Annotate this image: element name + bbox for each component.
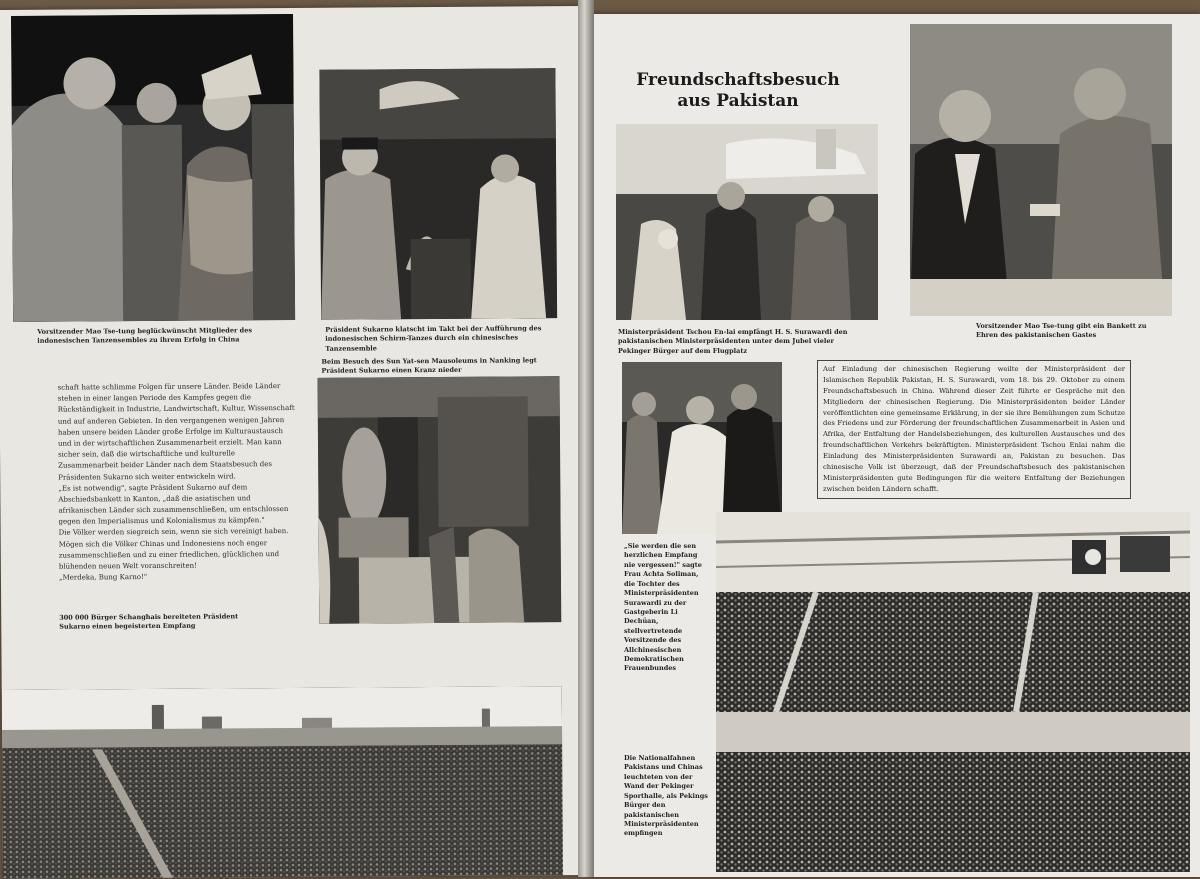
caption-sukarno-dance: Präsident Sukarno klatscht im Takt bei der Aufführung des indonesischen Schirm-Tanzes durch ein chinesisches Tanzensemble [325, 324, 542, 353]
caption-crowd: 300 000 Bürger Schanghais bereiteten Präsident Sukarno einen begeisterten Empfang [59, 612, 239, 632]
caption-mausoleum: Beim Besuch des Sun Yat-sen Mausoleums in Nanking legt Präsident Sukarno einen Kranz nieder [321, 356, 537, 376]
info-box: Auf Einladung der chinesischen Regierung weilte der Ministerpräsident der Islamischen Republik Pakistan, H. S. Surawardi, vom 18. bis 29. Oktober zu einem Freundschaftsbesuch in China. Während dieser Zeit führte er Gespräche mit den Mitgliedern der chinesischen Regierung. Die Ministerpräsidenten beider Länder veröffentlichten eine gemeinsame Erklärung, in der sie ihre Bemühungen zum Schutze des Friedens und zur Förderung der freundschaftlichen Zusammenarbeit in Asien und Afrika, der Entfaltung der Handelsbeziehungen, des kulturellen Austausches und des freundschaftlichen Verkehrs bekräftigten. Ministerpräsident Tschou Enlai nahm die Einladung des Ministerpräsidenten Surawardi an, Pakistan zu besuchen. Das chinesische Volk ist überzeugt, daß der Freundschaftsbesuch des pakistanischen Ministerpräsidenten gute Bedingungen für die weitere Entfaltung der Beziehungen zwischen beiden Ländern schafft. [817, 360, 1131, 499]
paragraph: Die Völker werden siegreich sein, wenn sie sich vereinigt haben. Mögen sich die Völker Chinas und Indonesiens noch enger zusammenschließen und zu einer friedlichen, glücklichen und blühenden neuen Welt voranschreiten! [58, 527, 289, 571]
left-magazine-page [0, 6, 587, 879]
paragraph: „Merdeka, Bung Karno!" [58, 573, 148, 582]
headline-line-2: aus Pakistan [677, 91, 799, 112]
photo-peking-sports-hall [716, 512, 1190, 872]
caption-mao-dancers: Vorsitzender Mao Tse-tung beglückwünscht Mitglieder des indonesischen Tanzensembles zu ihrem Erfolg in China [37, 326, 253, 346]
caption-stadium: Die Nationalfahnen Pakistans und Chinas leuchteten von der Wand der Pekinger Sporthalle, als Pekings Bürger den pakistanischen Ministerpräsidenten empfingen [624, 754, 708, 838]
headline [628, 70, 848, 113]
paragraph: schaft hatte schlimme Folgen für unsere Länder. Beide Länder stehen in einer langen Periode des Kampfes gegen die Rückständigkeit in Industrie, Landwirtschaft, Kultur, Wissenschaft und auf anderen Gebieten. In den vergangenen wenigen Jahren haben unsere beiden Länder große Erfolge im Kulturaustausch und in der wirtschaftlichen Zusammenarbeit erzielt. Man kann sicher sein, daß die wirtschaftliche und kulturelle Zusammenarbeit beider Länder nach dem Staatsbesuch des Präsidenten Sukarno sich weiter entwickeln wird. [57, 382, 295, 482]
article-body-left [58, 381, 297, 584]
photo-airport-welcome [616, 124, 878, 320]
photo-women-embrace [622, 362, 782, 534]
paragraph: „Es ist notwendig", sagte Präsident Sukarno auf dem Abschiedsbankett in Kanton, „daß die asiatischen und afrikanischen Länder sich zusammenschließen, um entschlossen gegen den Imperialismus und Kolonialismus zu kämpfen." [58, 483, 289, 526]
headline-line-1: Freundschaftsbesuch [636, 70, 840, 90]
right-magazine-page [588, 14, 1200, 877]
caption-airport: Ministerpräsident Tschou En-lai empfängt H. S. Surawardi den pakistanischen Ministerpräsidenten unter dem Jubel vieler Pekinger Bürger auf dem Flugplatz [618, 328, 848, 355]
photo-shanghai-crowd [2, 686, 563, 879]
photo-mao-with-dancers [11, 14, 295, 322]
photo-sukarno-umbrella-dance [319, 68, 557, 320]
magazine-gutter [578, 0, 594, 877]
caption-embrace: „Sie werden die sen herzlichen Empfang nie vergessen!" sagte Frau Achta Soliman, die Tochter des Ministerpräsidenten Surawardi zu der Gastgeberin Li Dechüan, stellvertretende Vorsitzende des Allchinesischen Demokratischen Frauenbundes [624, 542, 702, 673]
caption-toast: Vorsitzender Mao Tse-tung gibt ein Bankett zu Ehren des pakistanischen Gastes [976, 322, 1147, 340]
photo-sun-yat-sen-mausoleum [318, 376, 562, 624]
photo-banquet-toast [910, 24, 1172, 316]
